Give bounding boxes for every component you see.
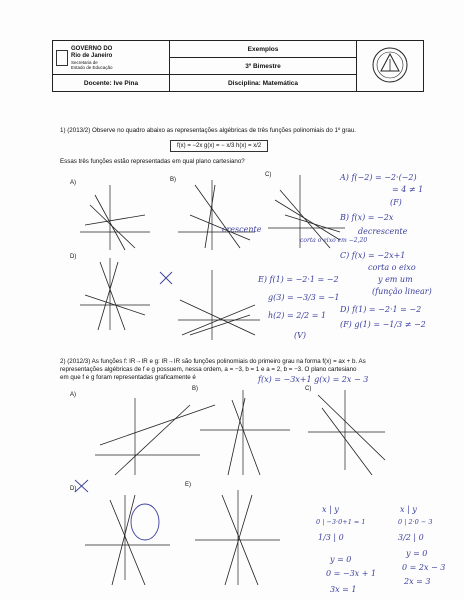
svg-text:x | y: x | y xyxy=(322,505,339,514)
q1-statement: 1) (2013/2) Observe no quadro abaixo as representações algébricas de três funções polinomiais do 1º grau. xyxy=(60,127,357,134)
svg-text:C) f(x) = −2x+1: C) f(x) = −2x+1 xyxy=(340,251,406,260)
q2-option-a-label: A) xyxy=(70,392,76,398)
q1-functions-box: f(x) = −2x g(x) = − x/3 h(x) = x/2 xyxy=(170,140,268,152)
q2-option-b-label: B) xyxy=(192,386,198,392)
svg-text:x | y: x | y xyxy=(400,505,417,514)
svg-text:y = 0: y = 0 xyxy=(330,555,352,564)
svg-text:(F) g(1) = −1/3 ≠ −2: (F) g(1) = −1/3 ≠ −2 xyxy=(340,320,426,329)
svg-text:(V): (V) xyxy=(294,331,307,340)
government-seal: GOVERNO DO Rio de Janeiro Secretaria de Estado de Educação xyxy=(53,41,170,75)
svg-text:0 = 2x − 3: 0 = 2x − 3 xyxy=(402,563,446,572)
q2-option-d-label: D) xyxy=(70,486,77,492)
bimester-label: 3º Bimestre xyxy=(170,58,357,75)
svg-text:0 = −3x + 1: 0 = −3x + 1 xyxy=(326,569,377,578)
svg-text:f(x) = −3x+1 g(x) = 2x − 3: f(x) = −3x+1 g(x) = 2x − 3 xyxy=(258,375,369,384)
svg-text:crescente: crescente xyxy=(222,225,262,234)
svg-text:= 4 ≠ 1: = 4 ≠ 1 xyxy=(392,185,424,194)
q1-graph-b xyxy=(178,180,255,250)
q2-graph-d xyxy=(85,495,170,585)
svg-text:3x = 1: 3x = 1 xyxy=(330,585,357,594)
svg-text:B) f(x) = −2x: B) f(x) = −2x xyxy=(340,213,394,222)
q1-graph-a xyxy=(80,185,150,250)
svg-text:3/2 | 0: 3/2 | 0 xyxy=(398,533,424,542)
svg-text:2x = 3: 2x = 3 xyxy=(404,577,431,586)
svg-text:corta o eixo: corta o eixo xyxy=(368,263,416,272)
teacher-name: Docente: Ive Pina xyxy=(53,75,170,92)
q1-option-d-label: D) xyxy=(70,254,77,260)
page-title: Exemplos xyxy=(170,41,357,58)
q1-option-a-label: A) xyxy=(70,180,76,186)
q2-graph-b xyxy=(200,390,290,475)
svg-text:1/3 | 0: 1/3 | 0 xyxy=(318,533,344,542)
q2-graph-c xyxy=(308,390,385,475)
q1-option-b-label: B) xyxy=(170,177,176,183)
svg-text:0 | 2·0 − 3: 0 | 2·0 − 3 xyxy=(398,518,433,526)
q2-cross-out-mark xyxy=(75,480,88,492)
q1-question: Essas três funções estão representadas em qual plano cartesiano? xyxy=(60,158,245,165)
q2-option-c-label: C) xyxy=(305,386,312,392)
cross-out-mark xyxy=(160,272,172,284)
q1-option-c-label: C) xyxy=(265,172,272,178)
answer-circle xyxy=(131,504,159,540)
svg-text:D) f(1) = −2·1 = −2: D) f(1) = −2·1 = −2 xyxy=(340,305,422,314)
svg-text:E) f(1) = −2·1 = −2: E) f(1) = −2·1 = −2 xyxy=(258,275,339,284)
svg-text:(F): (F) xyxy=(390,198,402,207)
svg-text:corta o eixo em −2,20: corta o eixo em −2,20 xyxy=(300,237,368,244)
q2-graph-e xyxy=(195,490,280,585)
svg-text:0 | −3·0+1 = 1: 0 | −3·0+1 = 1 xyxy=(316,518,366,526)
svg-text:y = 0: y = 0 xyxy=(406,549,428,558)
q1-graph-d xyxy=(80,258,150,330)
svg-text:h(2) = 2/2 = 1: h(2) = 2/2 = 1 xyxy=(268,311,327,320)
q2-graph-a xyxy=(95,398,215,475)
svg-text:(função linear): (função linear) xyxy=(372,287,432,296)
q2-statement: 2) (2012/3) As funções f: IR→IR e g: IR→IR são funções polinomiais do primeiro grau na forma f(x) = ax + b. As representações algébricas de f e g possuem, nessa ordem, a = −3, b = 1 e a = 2, b = −3. O plano cartesiano em que f e g foram representadas graficamente é xyxy=(60,358,366,381)
subject-name: Disciplina: Matemática xyxy=(170,75,357,92)
q1-graph-e xyxy=(178,270,260,340)
svg-text:decrescente: decrescente xyxy=(358,227,408,236)
svg-text:y em um: y em um xyxy=(378,275,413,284)
q2-option-e-label: E) xyxy=(185,482,191,488)
handwritten-notes xyxy=(222,173,445,594)
svg-text:A) f(−2) = −2·(−2): A) f(−2) = −2·(−2) xyxy=(340,173,417,182)
svg-text:g(3) = −3/3 = −1: g(3) = −3/3 = −1 xyxy=(268,293,340,302)
